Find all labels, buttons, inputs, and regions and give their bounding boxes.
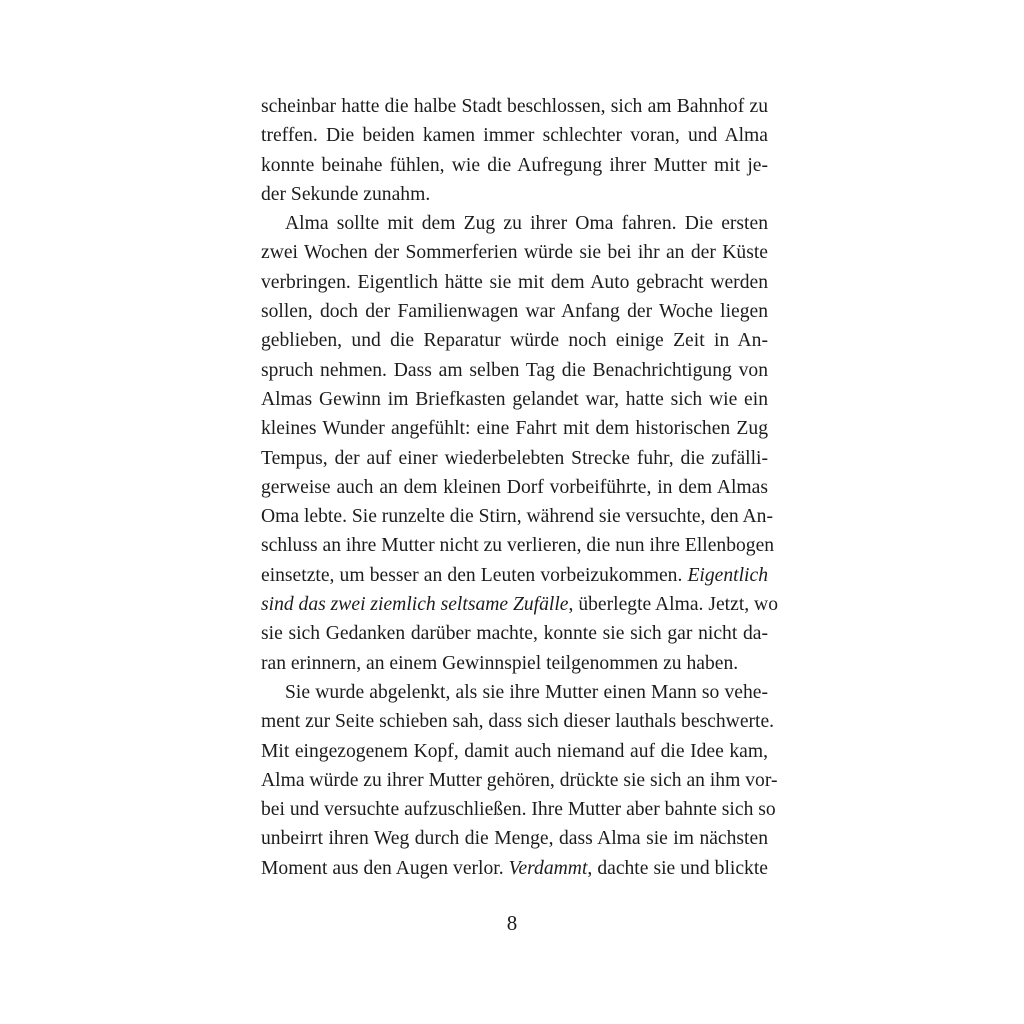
text-line [261,824,768,853]
text-run: verbringen. Eigentlich hätte sie mit dem Auto gebracht werden [261,271,768,293]
text-line [261,444,768,473]
text-line [261,356,768,385]
text-line [261,561,768,590]
text-line [261,795,776,824]
text-run: treffen. Die beiden kamen immer schlechter voran, und Alma [261,125,768,147]
text-line [261,502,774,531]
text-line [261,326,768,355]
text-run: geblieben, und die Reparatur würde noch einige Zeit in An- [261,330,768,352]
text-line [261,268,768,297]
text-run: sollen, doch der Familienwagen war Anfang der Woche liegen [261,301,768,323]
text-line [261,121,768,150]
text-line [261,92,768,121]
text-run: bei und versuchte aufzuschließen. Ihre Mutter aber bahnte sich so [261,799,776,821]
text-run: ran erinnern, an einem Gewinnspiel teilgenommen zu haben. [261,652,739,674]
body-text [261,92,779,883]
text-run: Mit eingezogenem Kopf, damit auch niemand auf die Idee kam, [261,740,768,762]
italic-text: Verdammt [508,857,588,879]
text-line [261,238,768,267]
text-run: schluss an ihre Mutter nicht zu verlieren, die nun ihre Ellenbogen [261,535,775,557]
text-line [261,473,768,502]
text-run: Alma würde zu ihrer Mutter gehören, drückte sie sich an ihm vor- [261,769,778,791]
text-line [261,854,768,883]
text-run: ment zur Seite schieben sah, dass sich dieser lauthals beschwerte. [261,711,775,733]
page-number: 8 [506,911,518,935]
text-run: , überlegte Alma. Jetzt, wo [568,594,779,616]
text-run: gerweise auch an dem kleinen Dorf vorbeiführte, in dem Almas [261,476,768,498]
text-run: zwei Wochen der Sommerferien würde sie bei ihr an der Küste [261,242,768,264]
text-run: der Sekunde zunahm. [261,183,431,205]
text-line [261,531,775,560]
text-line [261,414,768,443]
text-run: konnte beinahe fühlen, wie die Aufregung ihrer Mutter mit je- [261,154,768,176]
text-run: Tempus, der auf einer wiederbelebten Strecke fuhr, die zufälli- [261,447,768,469]
text-run: spruch nehmen. Dass am selben Tag die Benachrichtigung von [261,359,768,381]
text-line [261,209,768,238]
text-line [261,766,778,795]
text-line [261,180,768,209]
text-line [261,151,768,180]
text-line [261,385,768,414]
text-line [261,297,768,326]
text-line [261,707,775,736]
text-run: scheinbar hatte die halbe Stadt beschlossen, sich am Bahnhof zu [261,96,768,117]
text-line [261,619,768,648]
text-line [261,590,779,619]
text-run: Almas Gewinn im Briefkasten gelandet war, hatte sich wie ein [261,388,768,410]
text-run: Alma sollte mit dem Zug zu ihrer Oma fahren. Die ersten [285,213,768,235]
text-run: Sie wurde abgelenkt, als sie ihre Mutter einen Mann so vehe- [285,681,768,703]
text-run: Moment aus den Augen verlor. [261,857,509,879]
text-run: kleines Wunder angefühlt: eine Fahrt mit dem historischen Zug [261,418,768,440]
italic-text: Eigentlich [687,564,768,586]
text-line [261,737,768,766]
text-run: unbeirrt ihren Weg durch die Menge, dass Alma sie im nächsten [261,828,768,850]
text-line [261,678,768,707]
italic-text: sind das zwei ziemlich seltsame Zufälle [261,594,569,616]
text-run: sie sich Gedanken darüber machte, konnte sie sich gar nicht da- [261,623,768,645]
text-run: Oma lebte. Sie runzelte die Stirn, während sie versuchte, den An- [261,506,774,528]
text-line [261,649,768,678]
text-run: , dachte sie und blickte [587,857,768,879]
text-run: einsetzte, um besser an den Leuten vorbeizukommen. [261,564,688,586]
